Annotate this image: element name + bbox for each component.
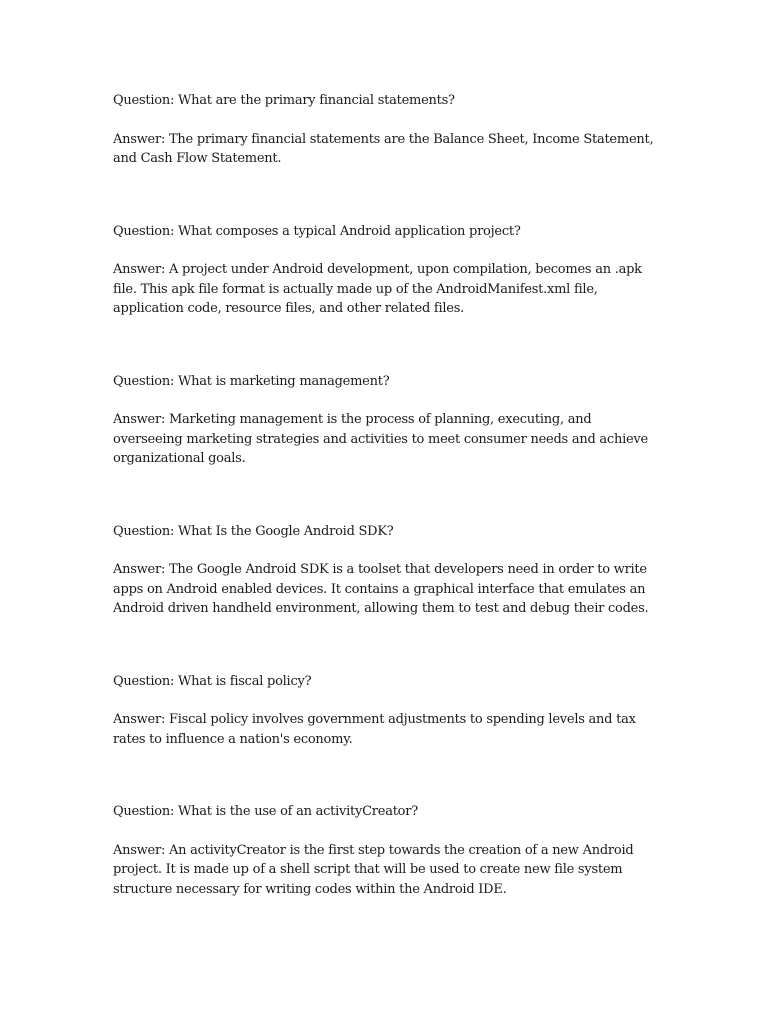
question-text: Question: What is the use of an activityCreator? xyxy=(113,804,418,819)
answer-text: Answer: Marketing management is the process of planning, executing, and overseeing marketing strategies and activities to meet consumer needs and achieve organizational goals. xyxy=(113,412,648,466)
question-text: Question: What is marketing management? xyxy=(113,373,390,389)
qa-block-android-sdk xyxy=(113,522,658,619)
qa-block-fiscal-policy xyxy=(113,672,658,750)
qa-block-activity-creator xyxy=(113,802,658,899)
qa-block-marketing-management xyxy=(113,372,658,469)
answer-text: Answer: Fiscal policy involves government adjustments to spending levels and tax rates to influence a nation's economy. xyxy=(113,712,636,747)
answer-text: Answer: An activityCreator is the first step towards the creation of a new Android project. It is made up of a shell script that will be used to create new file system structure necessary for writing codes within the Android IDE. xyxy=(113,842,634,897)
question-text: Question: What composes a typical Android application project? xyxy=(113,223,521,239)
answer-text: Answer: The primary financial statements are the Balance Sheet, Income Statement, and Cash Flow Statement. xyxy=(113,131,654,166)
answer-text: Answer: The Google Android SDK is a toolset that developers need in order to write apps on Android enabled devices. It contains a graphical interface that emulates an Android driven handheld environment, allowing them to test and debug their codes. xyxy=(113,562,649,616)
qa-block-android-project xyxy=(113,222,658,319)
question-text: Question: What is fiscal policy? xyxy=(113,673,312,689)
answer-text: Answer: A project under Android development, upon compilation, becomes an .apk file. This apk file format is actually made up of the AndroidManifest.xml file, application code, resource files, and other related files. xyxy=(113,262,642,316)
question-text: Question: What are the primary financial statements? xyxy=(113,93,455,108)
question-text: Question: What Is the Google Android SDK? xyxy=(113,523,394,539)
document-page xyxy=(113,91,658,952)
qa-block-financial-statements xyxy=(113,91,658,169)
